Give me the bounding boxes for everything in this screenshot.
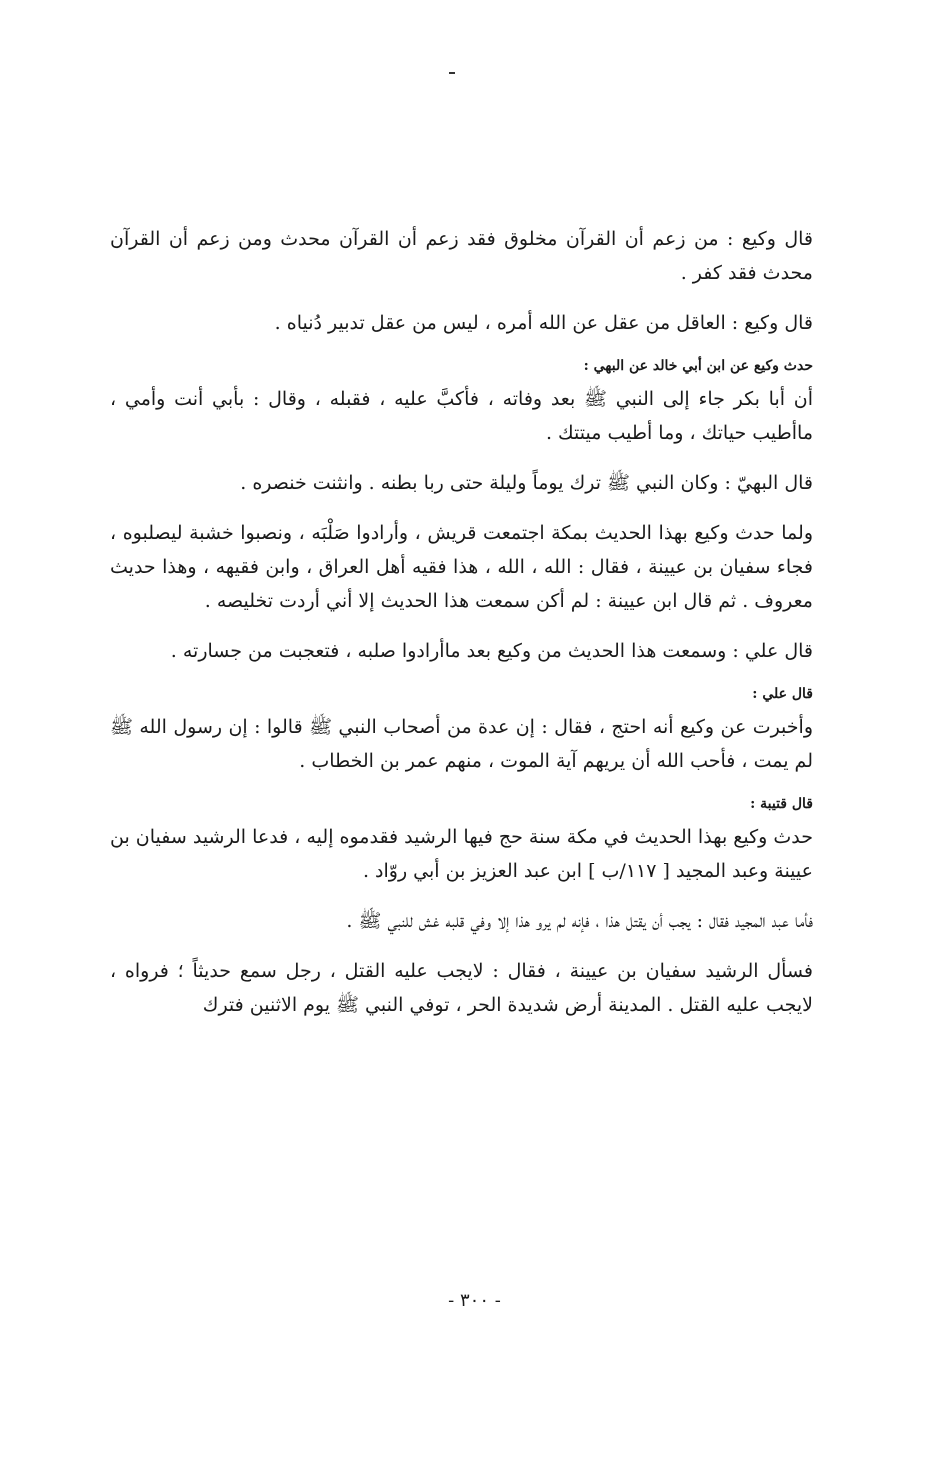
section-heading: قال علي : [752,686,813,702]
page-number: - ٣٠٠ - [448,1290,501,1311]
text-body [110,222,813,1038]
paragraph: قال البهيّ : وكان النبي ﷺ ترك يوماً وليلة حتى ربا بطنه . وانثنت خنصره . [240,472,813,494]
section-heading: حدث وكيع عن ابن أبي خالد عن البهي : [583,358,813,374]
paragraph: قال وكيع : من زعم أن القرآن مخلوق فقد زعم أن القرآن محدث ومن زعم أن القرآن محدث فقد كفر . [110,228,813,284]
paragraph: أن أبا بكر جاء إلى النبي ﷺ بعد وفاته ، فأكبَّ عليه ، فقبله ، وقال : بأبي أنت وأمي ، ماأطيب حياتك ، وما أطيب ميتتك . [110,388,813,444]
paragraph: وأخبرت عن وكيع أنه احتج ، فقال : إن عدة من أصحاب النبي ﷺ قالوا : إن رسول الله ﷺ لم يمت ، فأحب الله أن يريهم آية الموت ، منهم عمر بن الخطاب . [110,716,813,772]
paragraph: فسأل الرشيد سفيان بن عيينة ، فقال : لايجب عليه القتل ، رجل سمع حديثاً ؛ فرواه ، لايجب عليه القتل . المدينة أرض شديدة الحر ، توفي النبي ﷺ يوم الاثنين فترك [110,960,813,1016]
paragraph: قال وكيع : العاقل من عقل عن الله أمره ، ليس من عقل تدبير دُنياه . [274,312,813,334]
top-mark [449,72,455,74]
section-heading: قال قتيبة : [750,796,813,812]
paragraph: حدث وكيع بهذا الحديث في مكة سنة حج فيها الرشيد فقدموه إليه ، فدعا الرشيد سفيان بن عيينة وعبد المجيد [ ١١٧/ب ] ابن عبد العزيز بن أبي روّاد . [110,826,813,882]
paragraph: فأما عبد المجيد فقال : يجب أن يقتل هذا ، فإنه لم يرو هذا إلا وفي قلبه غش للنبي ﷺ . [346,910,813,932]
paragraph: ولما حدث وكيع بهذا الحديث بمكة اجتمعت قريش ، وأرادوا صَلْبَه ، ونصبوا خشبة ليصلبوه ، فجاء سفيان بن عيينة ، فقال : الله ، الله ، هذا فقيه أهل العراق ، وابن فقيهه ، وهذا حديث معروف . ثم قال ابن عيينة : لم أكن سمعت هذا الحديث إلا أني أردت تخليصه . [110,522,813,612]
paragraph: قال علي : وسمعت هذا الحديث من وكيع بعد ماأرادوا صلبه ، فتعجبت من جسارته . [170,640,813,662]
